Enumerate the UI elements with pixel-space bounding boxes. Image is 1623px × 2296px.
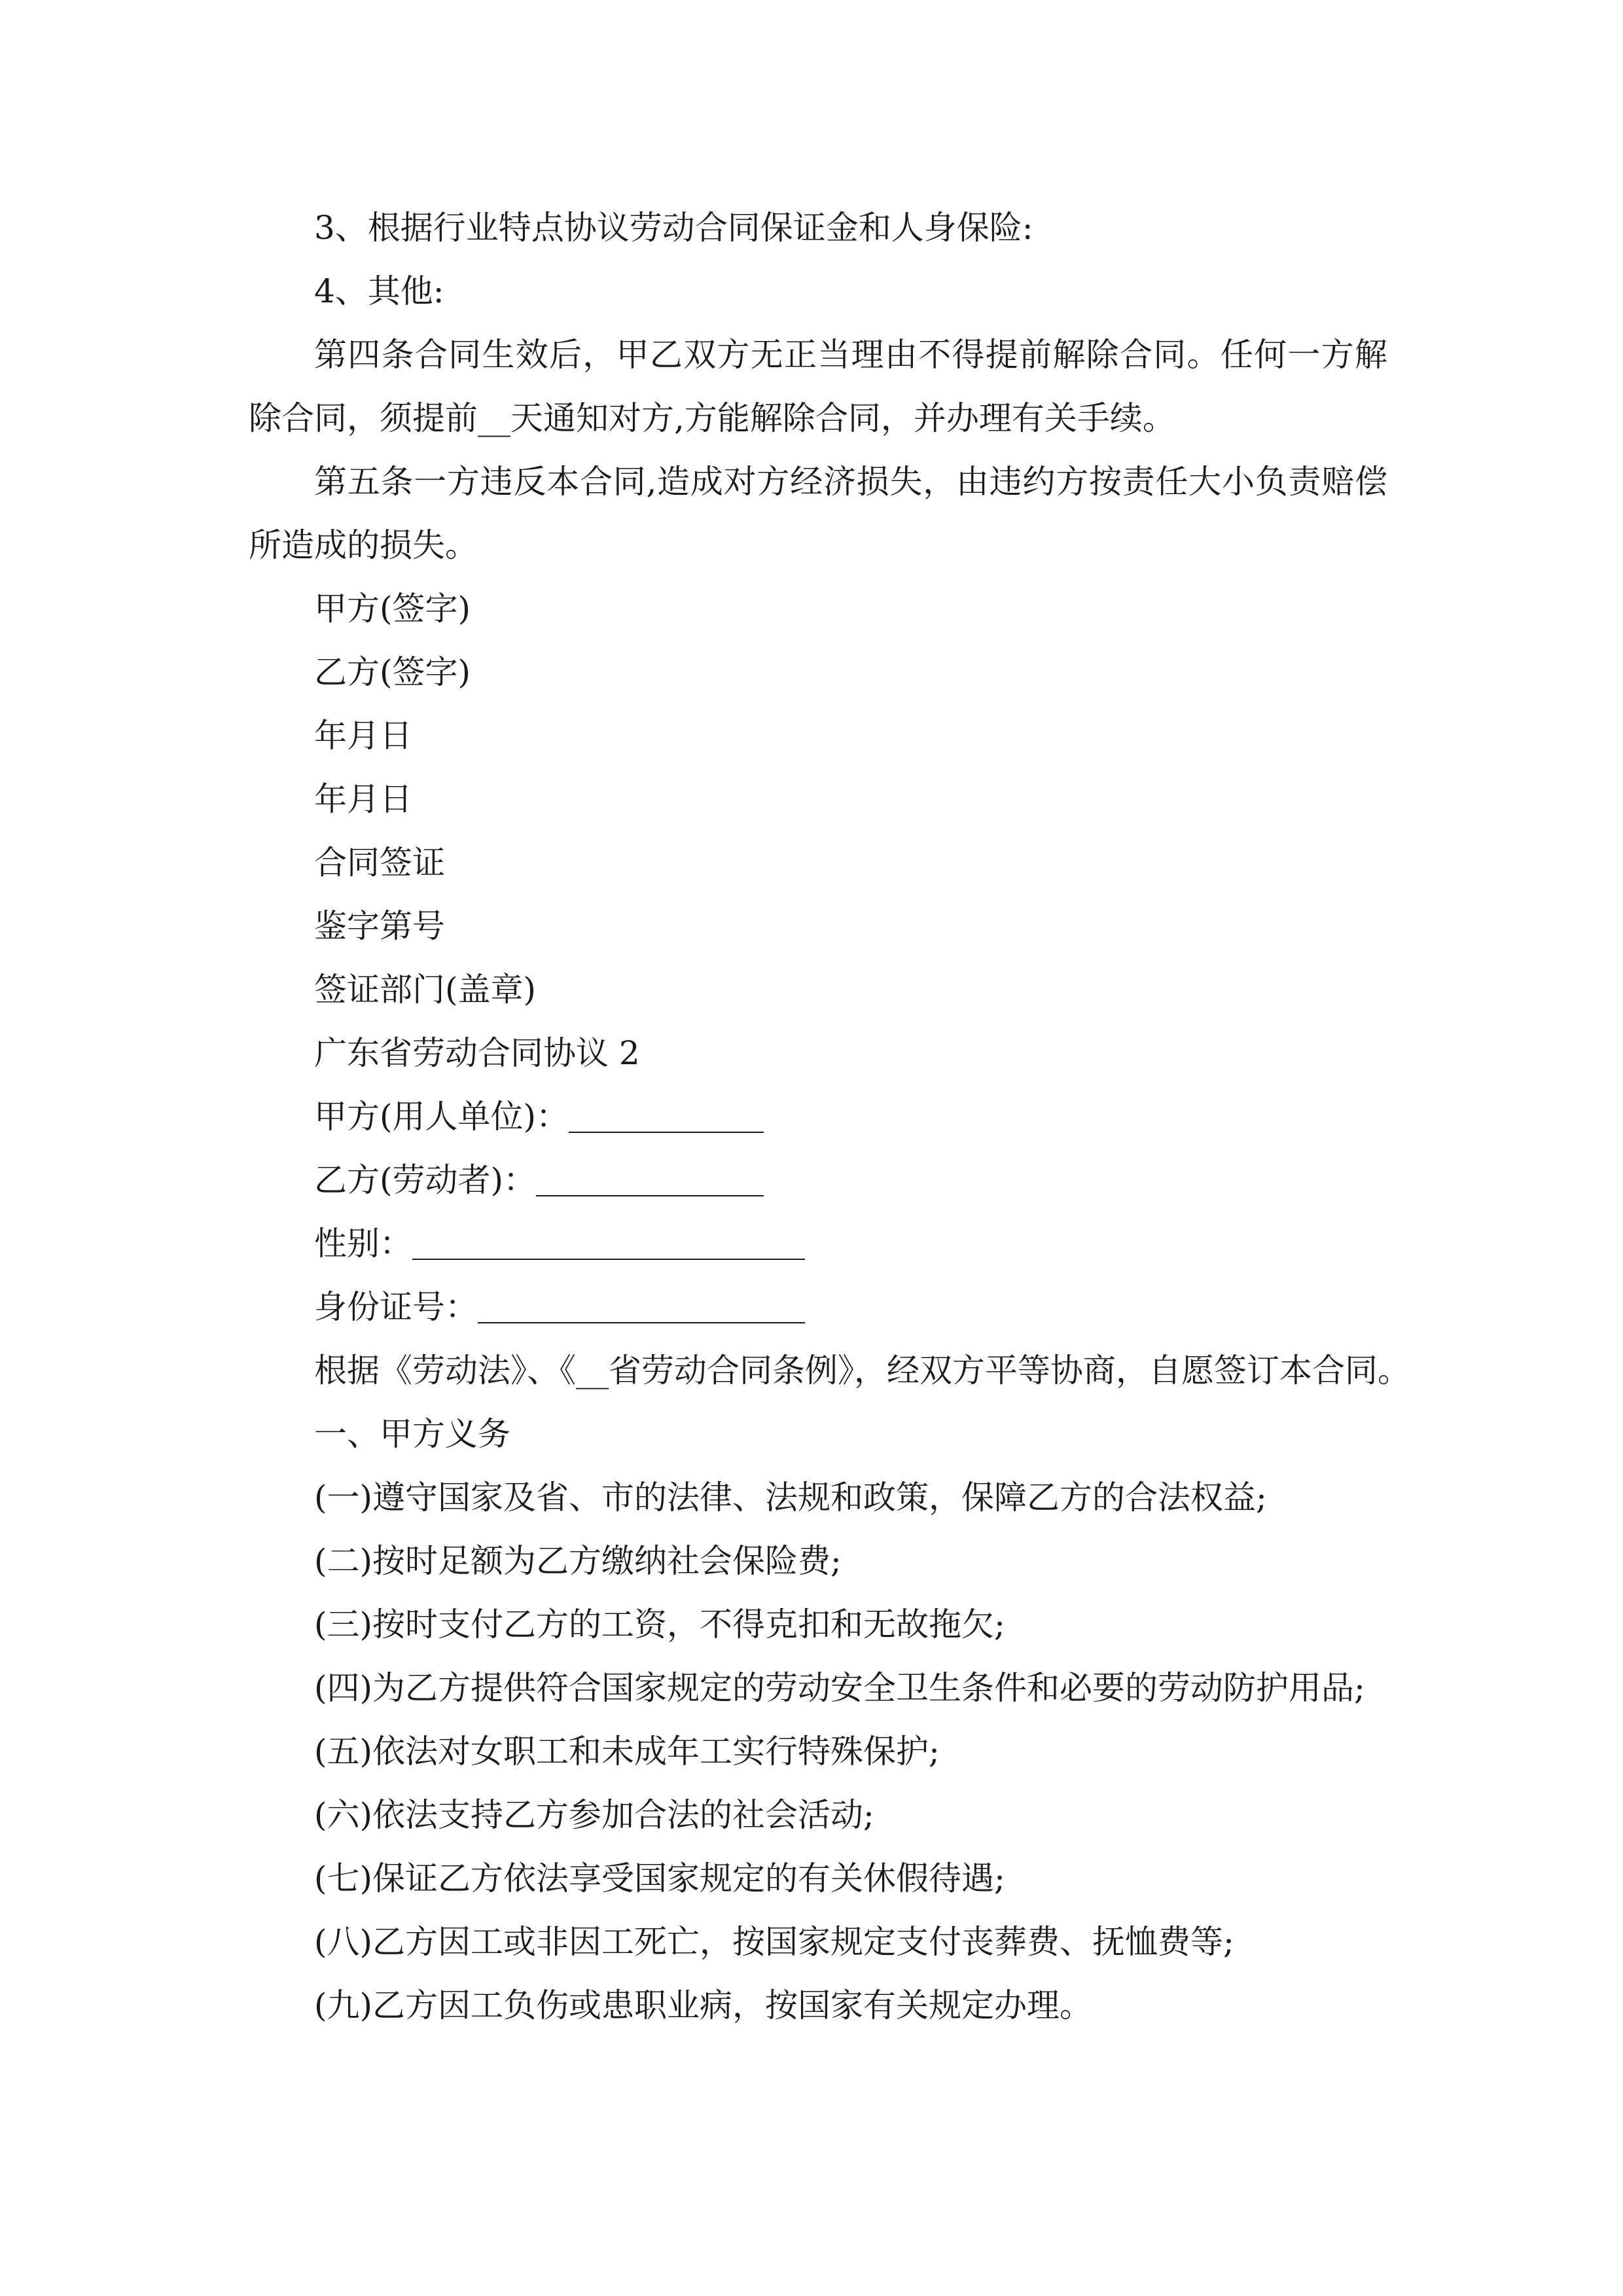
obligation-item: (二)按时足额为乙方缴纳社会保险费; — [314, 1542, 842, 1580]
id-field-label: 身份证号： — [314, 1288, 478, 1326]
contract-certification: 合同签证 — [314, 844, 445, 882]
obligation-item: (七)保证乙方依法享受国家规定的有关休假待遇; — [314, 1859, 1005, 1897]
signature-date-2: 年月日 — [314, 780, 412, 818]
party-b-signature: 乙方(签字) — [314, 653, 471, 691]
certification-number: 鉴字第号 — [314, 907, 445, 945]
employee-field-row — [249, 1149, 1387, 1212]
clause-item-4: 4、其他: — [314, 272, 444, 310]
employer-field-label: 甲方(用人单位)： — [314, 1098, 569, 1136]
employee-blank-line — [536, 1160, 764, 1196]
obligation-item: (五)依法对女职工和未成年工实行特殊保护; — [314, 1732, 940, 1770]
gender-field-label: 性别： — [314, 1225, 412, 1263]
obligation-item: (三)按时支付乙方的工资，不得克扣和无故拖欠; — [314, 1605, 1005, 1643]
article-4-paragraph: 第四条合同生效后，甲乙双方无正当理由不得提前解除合同。任何一方解除合同，须提前__天通知对方,方能解除合同，并办理有关手续。 — [249, 336, 1387, 437]
section-2-title: 广东省劳动合同协议 2 — [314, 1034, 640, 1072]
gender-field-row — [249, 1212, 1387, 1276]
obligation-item: (四)为乙方提供符合国家规定的劳动安全卫生条件和必要的劳动防护用品; — [314, 1669, 1365, 1707]
id-field-row — [249, 1276, 1387, 1339]
gender-blank-line — [412, 1223, 805, 1260]
signature-date-1: 年月日 — [314, 717, 412, 755]
obligation-item: (一)遵守国家及省、市的法律、法规和政策，保障乙方的合法权益; — [314, 1479, 1267, 1516]
obligation-item: (九)乙方因工负伤或患职业病，按国家有关规定办理。 — [314, 1986, 1093, 2024]
preamble: 根据《劳动法》、《__省劳动合同条例》，经双方平等协商，自愿签订本合同。 — [314, 1352, 1410, 1390]
obligation-item: (六)依法支持乙方参加合法的社会活动; — [314, 1796, 874, 1834]
id-blank-line — [478, 1287, 805, 1323]
employer-field-row — [249, 1085, 1387, 1149]
article-5-paragraph: 第五条一方违反本合同,造成对方经济损失，由违约方按责任大小负责赔偿所造成的损失。 — [249, 463, 1387, 564]
obligations-title: 一、甲方义务 — [314, 1415, 510, 1453]
clause-item-3: 3、根据行业特点协议劳动合同保证金和人身保险: — [314, 209, 1033, 247]
party-a-signature: 甲方(签字) — [314, 590, 471, 628]
obligation-item: (八)乙方因工或非因工死亡，按国家规定支付丧葬费、抚恤费等; — [314, 1923, 1234, 1961]
employee-field-label: 乙方(劳动者)： — [314, 1161, 537, 1199]
document-body — [249, 196, 1410, 2037]
certification-department: 签证部门(盖章) — [314, 971, 537, 1009]
employer-blank-line — [569, 1096, 764, 1133]
